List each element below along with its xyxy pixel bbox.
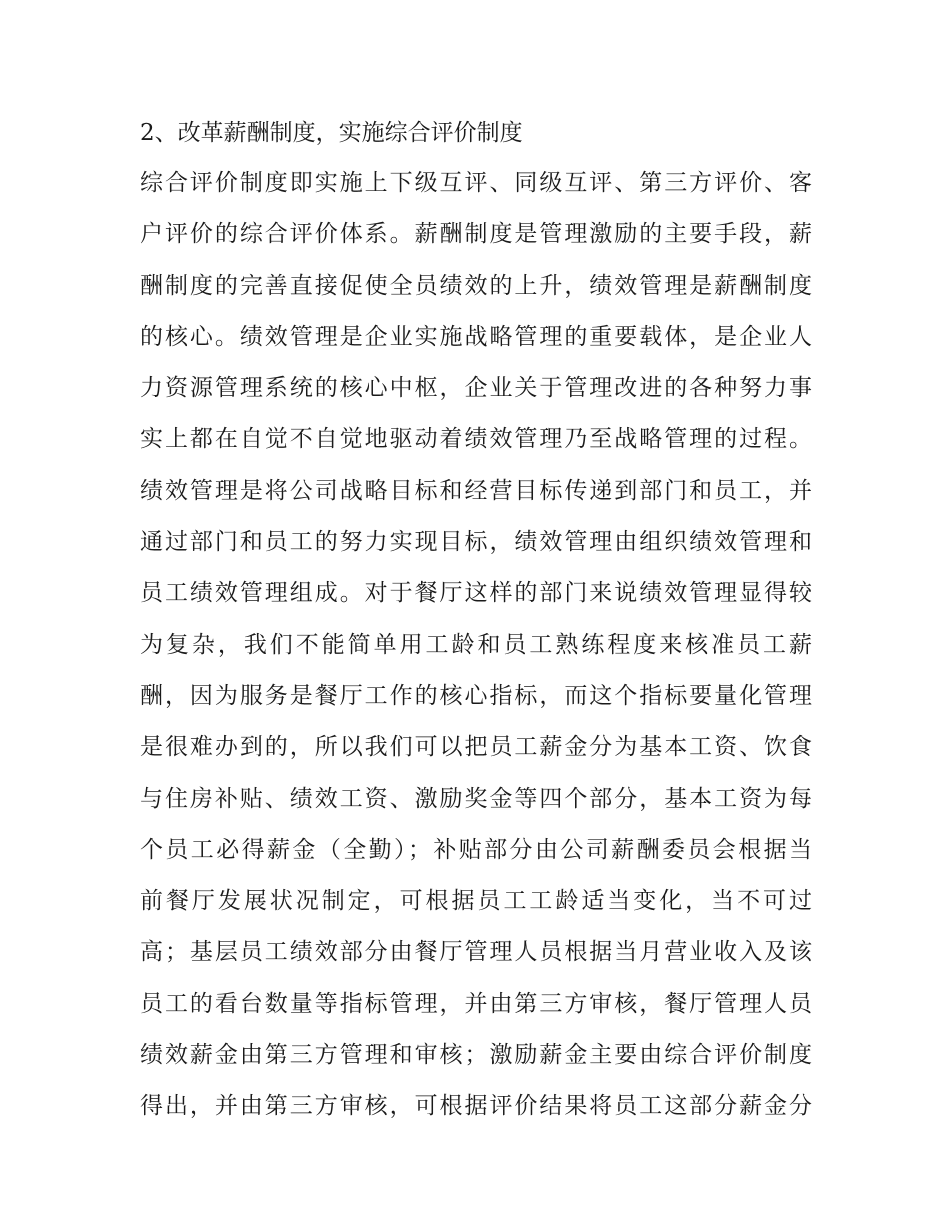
paragraph-line: 户评价的综合评价体系。薪酬制度是管理激励的主要手段，薪 bbox=[140, 221, 812, 248]
paragraph-line: 实上都在自觉不自觉地驱动着绩效管理乃至战略管理的过程。 bbox=[140, 426, 812, 453]
paragraph-line: 员工绩效管理组成。对于餐厅这样的部门来说绩效管理显得较 bbox=[140, 580, 812, 607]
paragraph-line: 酬制度的完善直接促使全员绩效的上升，绩效管理是薪酬制度 bbox=[140, 272, 812, 299]
paragraph-line: 力资源管理系统的核心中枢，企业关于管理改进的各种努力事 bbox=[140, 375, 812, 402]
paragraph-line: 的核心。绩效管理是企业实施战略管理的重要载体，是企业人 bbox=[140, 323, 812, 350]
paragraph-line: 是很难办到的，所以我们可以把员工薪金分为基本工资、饮食 bbox=[140, 734, 812, 761]
paragraph-line: 酬，因为服务是餐厅工作的核心指标，而这个指标要量化管理 bbox=[140, 682, 812, 709]
paragraph-line: 前餐厅发展状况制定，可根据员工工龄适当变化，当不可过 bbox=[140, 888, 812, 915]
paragraph-line: 个员工必得薪金（全勤）；补贴部分由公司薪酬委员会根据当 bbox=[140, 836, 812, 863]
document-body bbox=[140, 108, 812, 1133]
paragraph-line: 与住房补贴、绩效工资、激励奖金等四个部分，基本工资为每 bbox=[140, 785, 812, 812]
paragraph-line: 绩效管理是将公司战略目标和经营目标传递到部门和员工，并 bbox=[140, 477, 812, 504]
section-heading: 2、改革薪酬制度，实施综合评价制度 bbox=[140, 120, 523, 146]
paragraph-line: 综合评价制度即实施上下级互评、同级互评、第三方评价、客 bbox=[140, 170, 812, 196]
body-paragraph bbox=[140, 158, 812, 1133]
paragraph-line: 得出，并由第三方审核，可根据评价结果将员工这部分薪金分 bbox=[140, 1093, 812, 1120]
paragraph-line: 员工的看台数量等指标管理，并由第三方审核，餐厅管理人员 bbox=[140, 990, 812, 1017]
paragraph-line: 绩效薪金由第三方管理和审核；激励薪金主要由综合评价制度 bbox=[140, 1042, 812, 1069]
paragraph-line: 通过部门和员工的努力实现目标，绩效管理由组织绩效管理和 bbox=[140, 529, 812, 556]
paragraph-line: 为复杂，我们不能简单用工龄和员工熟练程度来核准员工薪 bbox=[140, 631, 812, 658]
paragraph-line: 高；基层员工绩效部分由餐厅管理人员根据当月营业收入及该 bbox=[140, 939, 812, 966]
